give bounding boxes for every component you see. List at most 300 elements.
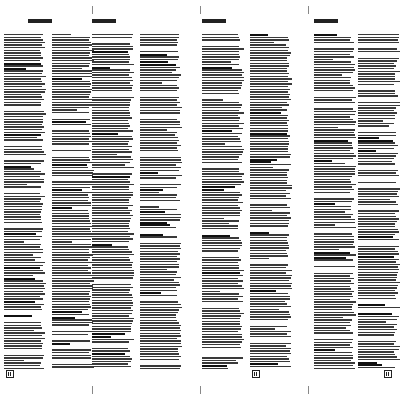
text-line xyxy=(4,154,46,155)
text-line xyxy=(52,170,94,171)
text-line xyxy=(358,90,395,91)
text-line xyxy=(4,362,41,363)
text-line xyxy=(140,162,182,163)
text-line xyxy=(52,223,91,224)
text-line xyxy=(92,143,128,144)
text-line xyxy=(314,283,354,284)
text-line xyxy=(92,341,129,342)
text-line xyxy=(140,356,181,357)
text-line xyxy=(250,143,289,144)
certification-logo xyxy=(6,370,14,378)
text-line xyxy=(52,184,92,185)
text-line xyxy=(314,124,355,125)
text-line xyxy=(92,197,131,198)
text-line xyxy=(358,272,398,273)
text-line xyxy=(92,220,130,221)
text-line xyxy=(92,257,129,258)
text-line xyxy=(314,275,350,276)
crop-mark xyxy=(200,6,201,14)
text-line xyxy=(314,147,353,148)
text-line xyxy=(250,217,291,218)
text-line xyxy=(52,340,90,341)
text-line xyxy=(140,99,177,100)
text-line xyxy=(202,82,242,83)
text-line xyxy=(92,215,133,216)
text-line xyxy=(140,343,181,344)
text-line xyxy=(358,78,395,79)
text-line xyxy=(92,350,130,351)
text-line xyxy=(358,201,396,202)
text-line xyxy=(202,90,238,91)
text-line xyxy=(92,363,128,364)
text-line xyxy=(250,73,289,74)
text-line xyxy=(250,326,287,327)
text-line xyxy=(140,279,174,280)
text-line xyxy=(314,77,351,78)
text-line xyxy=(358,346,400,347)
text-line xyxy=(4,111,44,112)
text-line xyxy=(358,329,397,330)
text-line xyxy=(358,95,398,96)
text-line xyxy=(92,241,129,242)
text-line xyxy=(52,301,89,302)
text-line xyxy=(314,259,353,260)
text-line xyxy=(92,207,128,208)
text-line xyxy=(202,125,239,126)
text-line xyxy=(202,173,244,174)
text-line xyxy=(4,340,41,341)
text-line xyxy=(92,223,129,224)
text-line xyxy=(250,212,290,213)
text-line xyxy=(358,292,398,293)
text-line xyxy=(250,94,290,95)
text-line xyxy=(314,347,353,348)
crop-mark xyxy=(308,386,309,394)
text-line xyxy=(250,154,291,155)
text-line xyxy=(358,153,398,154)
text-line xyxy=(314,158,353,159)
text-line xyxy=(358,170,398,171)
text-line xyxy=(4,236,42,237)
text-line xyxy=(140,77,179,78)
text-line xyxy=(4,338,45,339)
text-line xyxy=(52,70,92,71)
text-line xyxy=(250,117,287,118)
text-line xyxy=(92,228,130,229)
text-line xyxy=(92,69,130,70)
text-line xyxy=(314,116,350,117)
text-line xyxy=(4,270,43,271)
text-line xyxy=(52,192,92,193)
text-line xyxy=(52,68,82,69)
text-line xyxy=(92,167,134,168)
text-line xyxy=(314,61,351,62)
text-line xyxy=(202,278,238,279)
text-line xyxy=(52,278,94,279)
text-line xyxy=(250,223,289,224)
text-line xyxy=(4,119,43,120)
text-line xyxy=(92,259,130,260)
text-line xyxy=(92,48,133,49)
text-line xyxy=(140,87,179,88)
text-line xyxy=(250,81,288,82)
text-line xyxy=(314,342,352,343)
text-line xyxy=(358,259,399,260)
text-line xyxy=(314,330,350,331)
text-line xyxy=(314,166,356,167)
text-line xyxy=(92,99,131,100)
text-line xyxy=(314,129,355,130)
text-line xyxy=(52,215,89,216)
text-line xyxy=(250,264,288,265)
page-3 xyxy=(200,12,300,384)
text-line xyxy=(202,215,240,216)
text-line xyxy=(202,205,238,206)
text-line xyxy=(92,339,134,340)
text-line xyxy=(4,129,42,130)
text-line xyxy=(358,279,396,280)
text-line xyxy=(202,93,239,94)
text-line xyxy=(358,76,395,77)
text-line xyxy=(4,249,43,250)
text-line xyxy=(202,48,244,49)
text-line xyxy=(358,298,396,299)
text-line xyxy=(140,365,181,366)
text-line xyxy=(4,211,41,212)
text-line xyxy=(314,355,353,356)
text-line xyxy=(140,351,178,352)
text-line xyxy=(314,206,351,207)
text-line xyxy=(92,123,129,124)
text-line xyxy=(358,34,399,35)
text-line xyxy=(314,239,354,240)
text-line xyxy=(202,99,223,100)
text-line xyxy=(52,205,91,206)
text-line xyxy=(92,210,132,211)
text-line xyxy=(4,160,44,161)
text-line xyxy=(314,293,352,294)
text-line xyxy=(314,211,345,212)
text-line xyxy=(202,197,239,198)
text-line xyxy=(250,125,288,126)
text-line xyxy=(358,115,395,116)
text-line xyxy=(202,248,240,249)
text-line xyxy=(358,51,400,52)
text-line xyxy=(358,155,396,156)
text-line xyxy=(140,164,176,165)
text-line xyxy=(140,80,177,81)
text-line xyxy=(140,287,176,288)
text-line xyxy=(52,133,90,134)
text-line xyxy=(314,51,353,52)
text-line xyxy=(140,264,179,265)
text-line xyxy=(52,293,89,294)
text-line xyxy=(92,236,130,237)
text-line xyxy=(314,192,350,193)
text-line xyxy=(52,349,91,350)
text-line xyxy=(358,60,397,61)
text-line xyxy=(92,307,131,308)
text-line xyxy=(314,90,353,91)
text-line xyxy=(140,340,181,341)
text-line xyxy=(92,275,134,276)
text-line xyxy=(52,143,89,144)
text-line xyxy=(358,359,400,360)
text-line xyxy=(92,323,132,324)
text-line xyxy=(4,42,45,43)
text-line xyxy=(4,280,43,281)
text-line xyxy=(140,129,167,130)
text-line xyxy=(202,341,242,342)
text-line xyxy=(4,345,42,346)
text-line xyxy=(202,133,242,134)
text-line xyxy=(140,124,180,125)
text-line xyxy=(52,119,90,120)
text-line xyxy=(202,298,238,299)
text-line xyxy=(250,319,288,320)
text-line xyxy=(250,331,291,332)
text-line xyxy=(92,115,130,116)
text-line xyxy=(4,102,41,103)
text-line xyxy=(92,151,132,152)
text-line xyxy=(202,117,240,118)
text-line xyxy=(52,252,89,253)
text-line xyxy=(358,73,395,74)
text-line xyxy=(140,290,177,291)
text-line xyxy=(202,321,240,322)
text-line xyxy=(52,366,94,367)
text-line xyxy=(140,327,180,328)
text-line xyxy=(4,50,40,51)
text-line xyxy=(314,64,355,65)
text-line xyxy=(202,151,243,152)
text-line xyxy=(52,257,90,258)
text-line xyxy=(314,155,356,156)
text-line xyxy=(250,148,288,149)
text-line xyxy=(250,288,292,289)
text-line xyxy=(358,163,395,164)
text-line xyxy=(314,142,352,143)
text-line xyxy=(4,241,24,242)
text-line xyxy=(52,60,94,61)
text-line xyxy=(358,266,398,267)
text-line xyxy=(4,252,43,253)
text-line xyxy=(202,326,242,327)
text-line xyxy=(92,120,128,121)
text-line xyxy=(314,286,350,287)
text-line xyxy=(52,296,91,297)
text-line xyxy=(52,83,91,84)
text-line xyxy=(202,85,242,86)
text-line xyxy=(140,206,159,207)
text-line xyxy=(4,309,42,310)
text-line xyxy=(314,254,356,255)
text-line xyxy=(4,52,41,53)
text-line xyxy=(92,284,131,285)
text-line xyxy=(314,181,351,182)
text-line xyxy=(92,125,130,126)
text-line xyxy=(52,364,92,365)
text-line xyxy=(4,293,45,294)
text-line xyxy=(250,225,288,226)
text-line xyxy=(202,347,241,348)
text-line xyxy=(4,327,42,328)
text-line xyxy=(140,333,180,334)
text-line xyxy=(92,136,132,137)
text-line xyxy=(250,91,288,92)
text-line xyxy=(314,54,350,55)
text-line xyxy=(358,142,395,143)
text-line xyxy=(358,269,399,270)
text-line xyxy=(202,194,242,195)
text-line xyxy=(250,306,291,307)
text-line xyxy=(4,60,40,61)
text-line xyxy=(202,318,240,319)
text-line xyxy=(140,312,178,313)
text-line xyxy=(250,204,287,205)
text-line xyxy=(140,157,181,158)
text-line xyxy=(202,293,239,294)
text-line xyxy=(314,246,355,247)
text-line xyxy=(358,253,399,254)
text-line xyxy=(4,288,45,289)
text-line xyxy=(52,39,89,40)
text-line xyxy=(140,51,178,52)
text-line xyxy=(140,110,180,111)
text-line xyxy=(140,121,180,122)
text-line xyxy=(250,343,291,344)
text-line xyxy=(314,137,356,138)
text-line xyxy=(92,43,130,44)
text-line xyxy=(4,228,43,229)
text-line xyxy=(92,110,129,111)
text-line xyxy=(202,228,238,229)
text-line xyxy=(52,259,88,260)
text-line xyxy=(358,274,397,275)
text-line xyxy=(140,307,182,308)
page-4-col-2 xyxy=(358,34,400,384)
text-line xyxy=(250,39,289,40)
text-line xyxy=(358,226,395,227)
text-line xyxy=(202,168,239,169)
text-line xyxy=(250,301,285,302)
text-line xyxy=(314,184,356,185)
text-line xyxy=(202,328,241,329)
text-line xyxy=(52,141,92,142)
text-line xyxy=(358,84,394,85)
text-line xyxy=(140,200,180,201)
text-line xyxy=(4,83,45,84)
text-line xyxy=(358,191,398,192)
text-line xyxy=(4,222,42,223)
text-line xyxy=(52,275,93,276)
text-line xyxy=(358,182,396,183)
text-line xyxy=(92,231,128,232)
text-line xyxy=(250,164,291,165)
text-line xyxy=(314,176,352,177)
text-line xyxy=(250,366,291,367)
text-line xyxy=(92,112,130,113)
text-line xyxy=(140,335,181,336)
text-line xyxy=(202,360,236,361)
text-line xyxy=(92,199,129,200)
text-line xyxy=(358,213,395,214)
text-line xyxy=(4,57,43,58)
text-line xyxy=(358,264,400,265)
text-line xyxy=(314,150,350,151)
text-line xyxy=(4,55,41,56)
text-line xyxy=(314,132,354,133)
text-line xyxy=(52,96,89,97)
crop-mark xyxy=(308,6,309,14)
text-line xyxy=(4,283,46,284)
text-line xyxy=(250,336,291,337)
text-line xyxy=(92,80,133,81)
text-line xyxy=(202,56,240,57)
text-line xyxy=(92,104,130,105)
text-line xyxy=(358,48,397,49)
text-line xyxy=(92,154,117,155)
text-line xyxy=(314,233,352,234)
text-line xyxy=(250,250,286,251)
text-line xyxy=(52,202,91,203)
text-line xyxy=(140,304,181,305)
text-line xyxy=(92,318,134,319)
text-line xyxy=(250,47,289,48)
text-line xyxy=(314,59,333,60)
text-line xyxy=(92,156,131,157)
text-line xyxy=(358,210,399,211)
text-line xyxy=(140,140,179,141)
text-line xyxy=(140,37,179,38)
text-line xyxy=(4,262,45,263)
text-line xyxy=(92,356,130,357)
text-line xyxy=(52,285,93,286)
text-line xyxy=(250,151,288,152)
text-line xyxy=(314,368,355,369)
text-line xyxy=(140,217,181,218)
text-line xyxy=(140,309,179,310)
text-line xyxy=(250,177,288,178)
text-line xyxy=(92,233,134,234)
text-line xyxy=(4,368,44,369)
text-line xyxy=(202,308,239,309)
text-line xyxy=(140,214,181,215)
text-line xyxy=(92,264,132,265)
text-line xyxy=(140,271,177,272)
text-line xyxy=(314,42,354,43)
text-line xyxy=(140,39,177,40)
text-line xyxy=(140,56,179,57)
text-line xyxy=(314,322,350,323)
text-line xyxy=(250,135,290,136)
text-line xyxy=(4,186,41,187)
text-line xyxy=(140,69,176,70)
text-line xyxy=(202,331,238,332)
text-line xyxy=(140,119,177,120)
text-line xyxy=(52,57,92,58)
text-line xyxy=(202,77,244,78)
text-line xyxy=(92,82,130,83)
text-line xyxy=(314,48,354,49)
text-line xyxy=(358,351,394,352)
text-line xyxy=(358,65,396,66)
text-line xyxy=(358,123,394,124)
text-line xyxy=(52,314,89,315)
text-line xyxy=(250,44,286,45)
text-line xyxy=(202,362,238,363)
text-line xyxy=(52,194,88,195)
